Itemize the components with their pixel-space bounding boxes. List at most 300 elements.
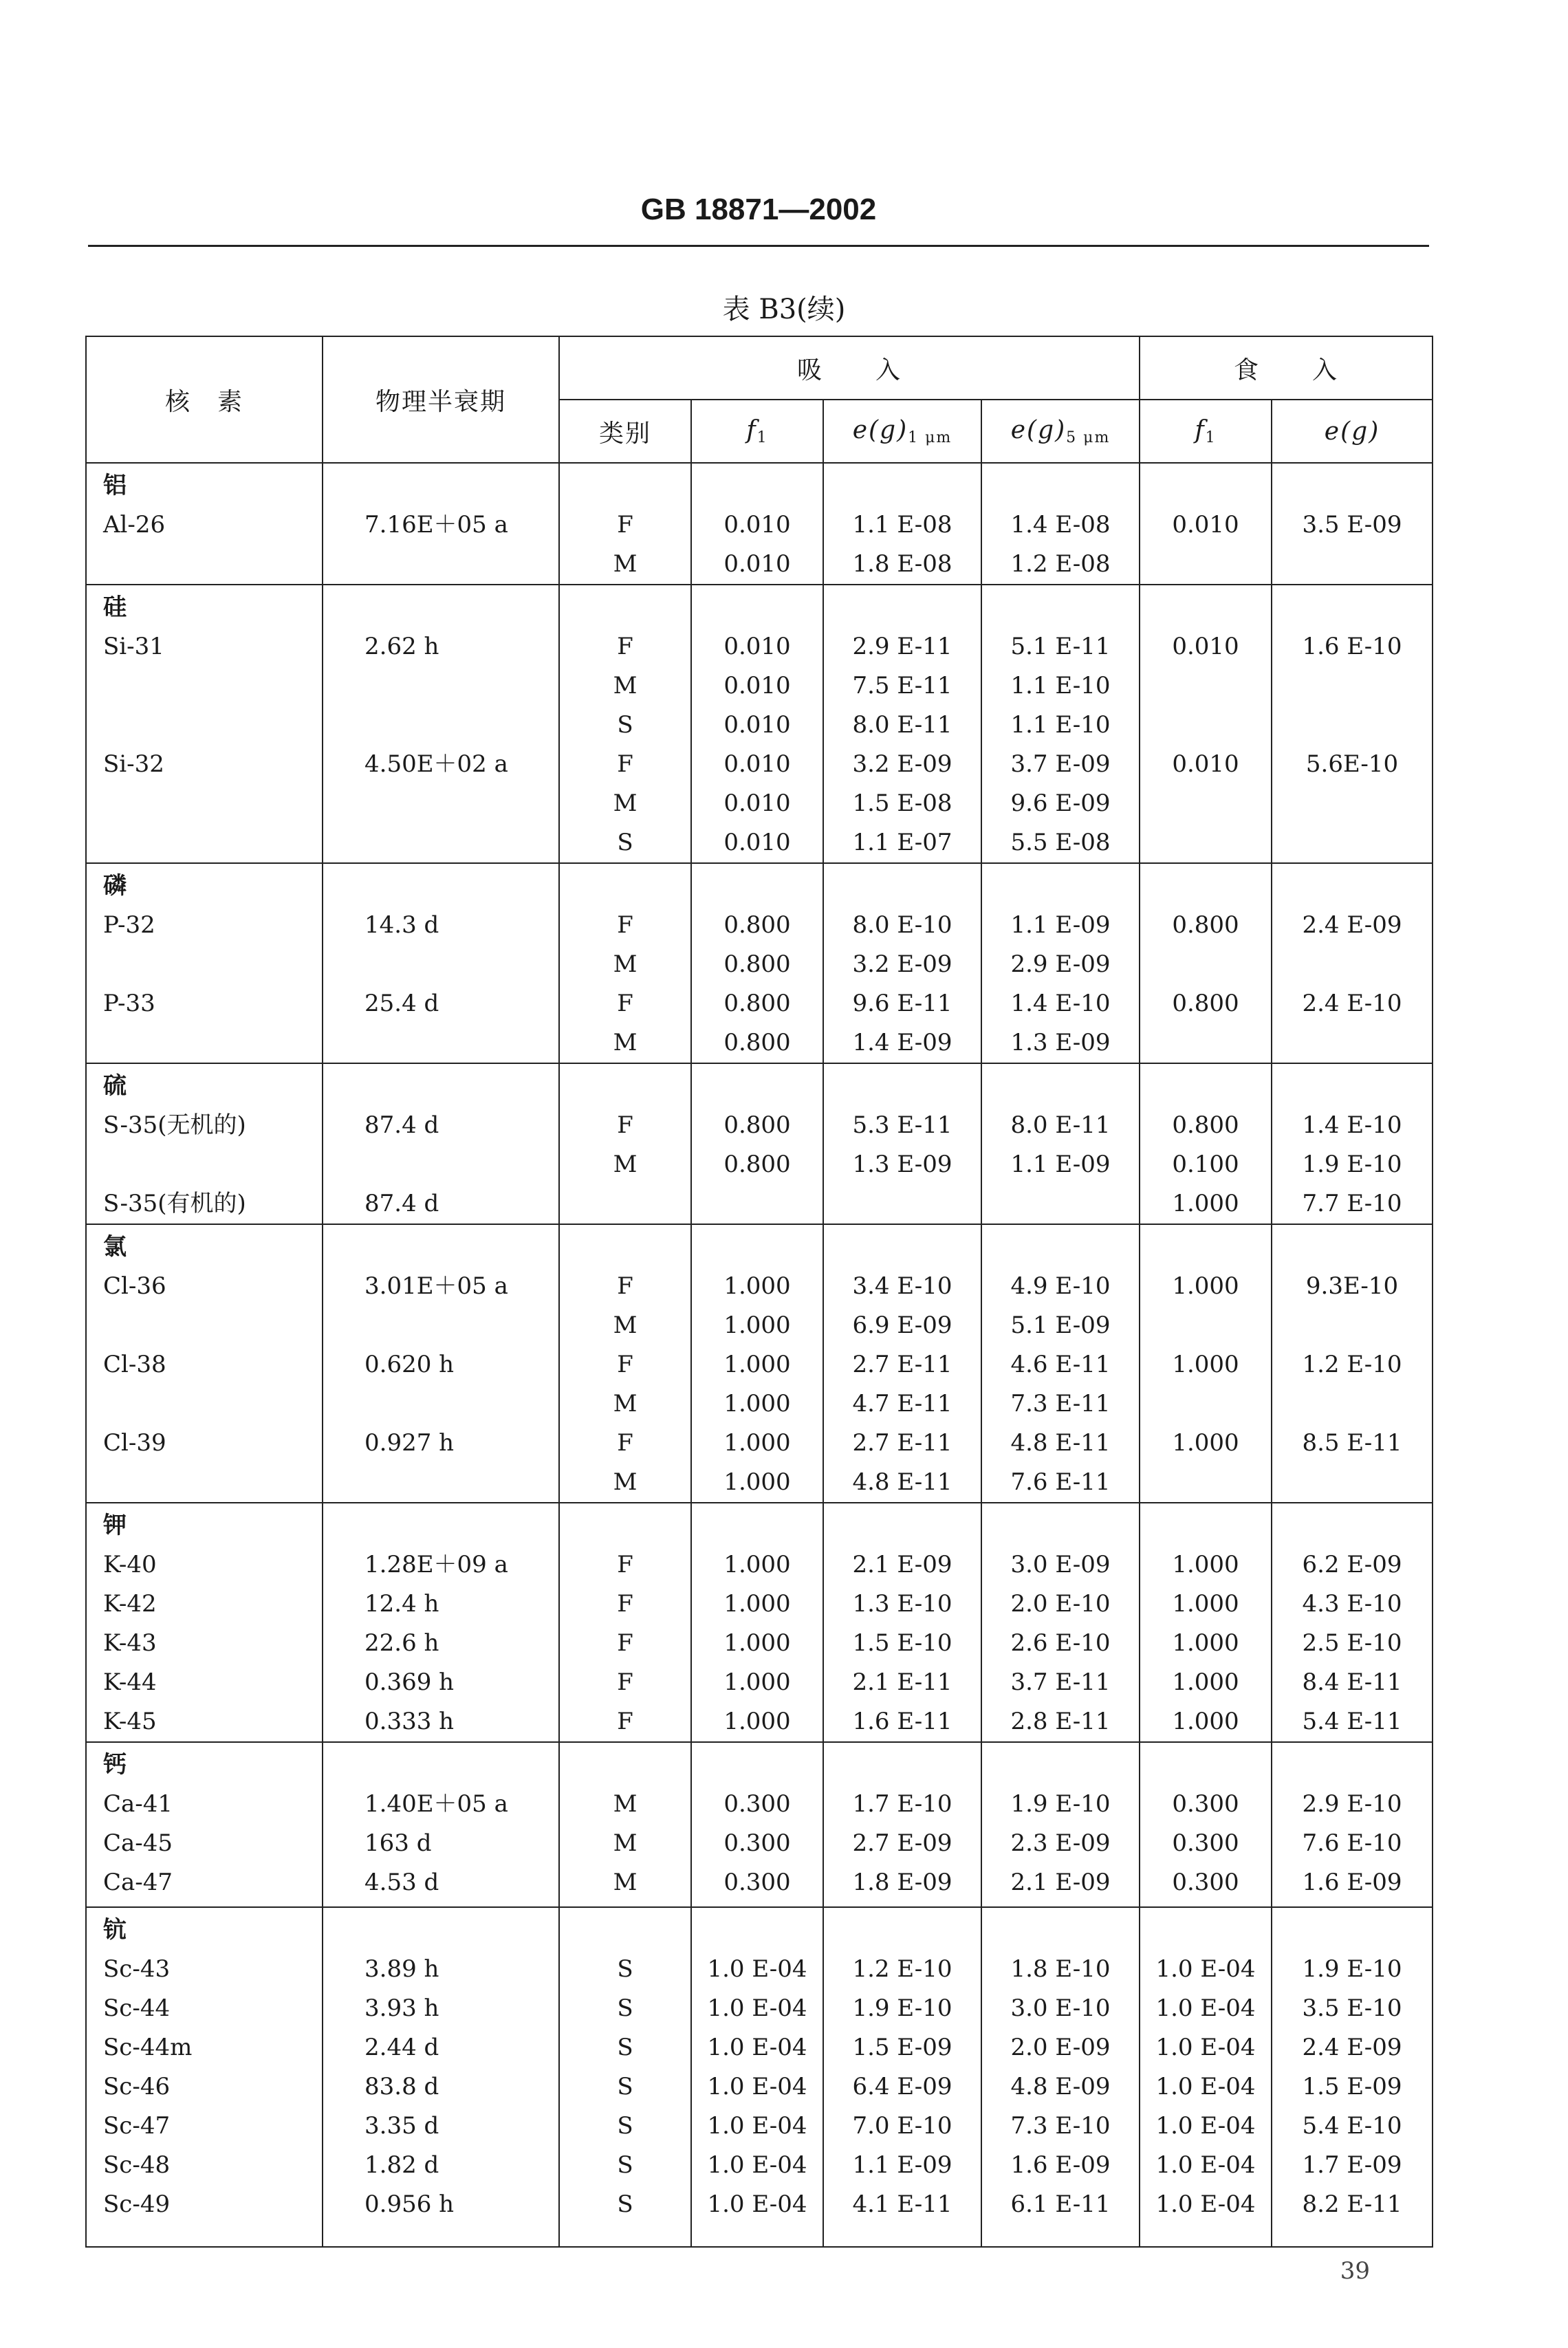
col-header-half-life: 物理半衰期 [323,336,559,463]
cell-value: 8.0 E-11 [852,711,952,739]
cell-value: 1.0 E-04 [1155,2073,1256,2100]
cell-value: M [613,1151,638,1178]
cell-value: 0.369 h [364,1668,455,1696]
cell-value: M [613,1869,638,1896]
e-5um-cell [981,1063,1140,1224]
half-life-cell-lines [323,864,558,1063]
e-1um-cell-lines [824,1908,981,2224]
cell-value: P-33 [103,990,155,1017]
cell-value: 1.8 E-09 [852,1869,952,1896]
cell-value: 2.7 E-11 [852,1351,952,1378]
e-5um-cell [981,585,1140,863]
spacer [692,1506,823,1545]
cell-value: S [617,2112,633,2140]
cell-value: 0.010 [723,511,791,539]
cell-value: 1.9 E-10 [1010,1790,1111,1818]
cell-value: 3.01E＋05 a [364,1272,508,1300]
cell-value: 1.4 E-10 [1302,1111,1402,1139]
cell-value [323,1463,558,1502]
cell-value: 1.1 E-08 [852,511,952,539]
cell-value: 1.000 [723,1551,791,1578]
cell-value: 1.8 E-10 [1010,1955,1111,1983]
cell-value: 0.100 [1172,1151,1239,1178]
f1-ingestion-cell-lines [1140,1225,1271,1502]
cell-value: Al-26 [103,511,166,539]
cell-value: 0.333 h [364,1708,455,1735]
f1-symbol: f [1195,416,1206,444]
f1-inhalation-cell-lines [692,1064,823,1224]
spacer [692,1067,823,1106]
cell-value: 1.000 [1172,1590,1239,1618]
cell-value: 1.0 E-04 [707,2073,807,2100]
spacer [1140,466,1271,506]
e-ingestion-cell-lines [1272,1225,1432,1502]
spacer [692,1911,823,1950]
e-5um-cell [981,463,1140,585]
category-cell-lines [560,1743,690,1902]
cell-value: 8.0 E-11 [1010,1111,1111,1139]
cell-value: 1.0 E-04 [707,2112,807,2140]
cell-value [1140,666,1271,706]
cell-value: K-44 [103,1668,157,1696]
cell-value: 1.0 E-04 [707,2151,807,2179]
cell-value [87,784,322,823]
category-cell-lines [560,864,690,1063]
spacer [560,1911,690,1950]
f1-ingestion-cell-lines [1140,1908,1271,2224]
half-life-cell [323,463,559,585]
cell-value: 5.4 E-10 [1302,2112,1402,2140]
f1-ingestion-cell-lines [1140,1503,1271,1741]
cell-value: 2.0 E-09 [1010,2034,1111,2061]
header-rule [88,245,1429,247]
cell-value: 8.0 E-10 [852,911,952,939]
category-cell-lines [560,585,690,862]
element-name: 硅 [103,594,127,621]
spacer [982,1911,1139,1950]
f1-ingestion-cell [1140,463,1272,585]
element-name: 氯 [103,1233,127,1261]
cell-value: M [613,1312,638,1339]
cell-value: 1.1 E-10 [1010,711,1111,739]
cell-value: 2.9 E-10 [1302,1790,1402,1818]
spacer [323,1067,558,1106]
cell-value: 7.5 E-11 [852,672,952,699]
cell-value: 1.000 [1172,1190,1239,1217]
cell-value: 87.4 d [364,1111,439,1139]
cell-value: F [617,1272,633,1300]
e-5um-cell-lines [982,864,1139,1063]
cell-value: M [613,1390,638,1417]
cell-value: 0.010 [723,550,791,578]
spacer [824,1067,981,1106]
element-group-row [86,1503,1433,1742]
cell-value: 4.7 E-11 [852,1390,952,1417]
e-1um-cell-lines [824,464,981,584]
category-cell-lines [560,1064,690,1224]
spacer [1272,1911,1432,1950]
spacer [982,1067,1139,1106]
e-5um-cell-lines [982,464,1139,584]
e-5um-cell-lines [982,1908,1139,2224]
cell-value: Sc-44 [103,1994,171,2022]
element-name: 钾 [103,1512,127,1539]
cell-value: 3.4 E-10 [852,1272,952,1300]
col-header-f1-inhalation [691,400,823,463]
cell-value: 2.1 E-11 [852,1668,952,1696]
cell-value: 1.6 E-09 [1010,2151,1111,2179]
table-caption: 表 B3(续) [722,294,846,325]
nuclide-cell [86,1063,323,1224]
cell-value [560,1184,690,1224]
cell-value: 1.1 E-09 [1010,911,1111,939]
category-cell [559,1224,691,1503]
cell-value: S [617,1955,633,1983]
cell-value: 87.4 d [364,1190,439,1217]
e-symbol: e(g) [1324,417,1380,446]
spacer [692,867,823,906]
cell-value: 2.3 E-09 [1010,1829,1111,1857]
spacer [560,1228,690,1267]
f1-inhalation-cell [691,1063,823,1224]
e-symbol: e(g) [1010,416,1067,444]
cell-value [323,823,558,862]
col-header-nuclide: 核 素 [86,336,323,463]
cell-value: 1.1 E-09 [852,2151,952,2179]
cell-value: 1.6 E-10 [1302,633,1402,660]
cell-value: F [617,1551,633,1578]
nuclide-cell [86,1742,323,1907]
cell-value: F [617,1429,633,1457]
cell-value [1140,545,1271,584]
cell-value [1272,1463,1432,1502]
e-ingestion-cell-lines [1272,864,1432,1063]
cell-value: 2.0 E-10 [1010,1590,1111,1618]
e-5um-cell [981,1224,1140,1503]
cell-value: K-43 [103,1629,157,1657]
half-life-cell [323,1063,559,1224]
cell-value: 163 d [364,1829,432,1857]
cell-value: 1.000 [723,1390,791,1417]
cell-value: 3.5 E-09 [1302,511,1402,539]
cell-value: 1.4 E-08 [1010,511,1111,539]
cell-value: M [613,1790,638,1818]
nuclide-cell-lines [87,1503,322,1741]
cell-value: 1.000 [1172,1708,1239,1735]
cell-value: S [617,2191,633,2218]
cell-value: 3.2 E-09 [852,750,952,778]
cell-value: S-35(无机的) [103,1111,246,1139]
category-cell [559,585,691,863]
cell-value: 0.300 [1172,1790,1239,1818]
cell-value: 2.4 E-10 [1302,990,1402,1017]
cell-value: 0.800 [723,1029,791,1056]
cell-value: S [617,2034,633,2061]
cell-value [1140,1384,1271,1424]
cell-value: K-42 [103,1590,157,1618]
cell-value: 3.0 E-10 [1010,1994,1111,2022]
cell-value: 1.0 E-04 [1155,2191,1256,2218]
cell-value: Cl-39 [103,1429,166,1457]
spacer [982,1746,1139,1785]
col-header-f1-ingestion [1140,400,1272,463]
cell-value: S [617,2073,633,2100]
cell-value: F [617,990,633,1017]
cell-value: 5.1 E-11 [1010,633,1111,660]
spacer [1140,1067,1271,1106]
cell-value: 0.800 [723,911,791,939]
cell-value: F [617,1590,633,1618]
cell-value: 1.000 [1172,1429,1239,1457]
cell-value: 1.2 E-08 [1010,550,1111,578]
spacer [824,1228,981,1267]
cell-value [1272,945,1432,984]
cell-value: 7.3 E-10 [1010,2112,1111,2140]
f1-symbol: f [746,416,757,444]
cell-value: 14.3 d [364,911,439,939]
element-group-row [86,863,1433,1063]
cell-value: 1.9 E-10 [1302,1955,1402,1983]
cell-value: Ca-45 [103,1829,173,1857]
spacer [1272,466,1432,506]
spacer [1272,1746,1432,1785]
cell-value: F [617,1111,633,1139]
nuclide-cell [86,585,323,863]
spacer [323,867,558,906]
cell-value: 2.1 E-09 [852,1551,952,1578]
spacer [692,1746,823,1785]
f1-ingestion-cell [1140,1063,1272,1224]
cell-value: 0.010 [723,790,791,817]
cell-value: 7.0 E-10 [852,2112,952,2140]
spacer [1140,1228,1271,1267]
cell-value: 7.6 E-11 [1010,1468,1111,1496]
spacer [692,466,823,506]
cell-value [1272,545,1432,584]
nuclide-cell-lines [87,1743,322,1902]
cell-value: M [613,1029,638,1056]
cell-value: 0.010 [723,750,791,778]
spacer [323,1228,558,1267]
cell-value: 0.800 [723,1151,791,1178]
cell-value: 83.8 d [364,2073,439,2100]
e-1um-cell-lines [824,585,981,862]
cell-value: 0.800 [1172,990,1239,1017]
element-group-row [86,463,1433,585]
spacer [560,588,690,627]
e-5um-cell-lines [982,585,1139,862]
cell-value [323,945,558,984]
half-life-cell-lines [323,1743,558,1902]
cell-value [323,784,558,823]
cell-value: 0.620 h [364,1351,455,1378]
cell-value: 1.8 E-08 [852,550,952,578]
cell-value: 1.7 E-10 [852,1790,952,1818]
nuclide-cell [86,1907,323,2247]
cell-value: 1.000 [723,1272,791,1300]
element-group-row [86,1224,1433,1503]
e-1um-subscript: 1 μm [908,429,952,446]
e-1um-cell [823,585,981,863]
category-cell [559,463,691,585]
cell-value [692,1184,823,1224]
cell-value [87,1023,322,1063]
spacer [824,1506,981,1545]
f1-ingestion-cell-lines [1140,1064,1271,1224]
half-life-cell-lines [323,585,558,862]
e-1um-cell [823,1063,981,1224]
cell-value: 1.82 d [364,2151,439,2179]
e-ingestion-cell [1272,463,1433,585]
cell-value: F [617,1668,633,1696]
cell-value [87,1145,322,1184]
cell-value: 2.4 E-09 [1302,911,1402,939]
cell-value: Sc-47 [103,2112,171,2140]
cell-value: 5.6E-10 [1305,750,1399,778]
e-5um-cell [981,1907,1140,2247]
spacer [1140,1746,1271,1785]
cell-value: S-35(有机的) [103,1190,246,1217]
cell-value: 1.000 [723,1590,791,1618]
cell-value: 0.010 [1172,633,1239,660]
cell-value: 1.9 E-10 [852,1994,952,2022]
cell-value: F [617,633,633,660]
e-1um-cell-lines [824,1503,981,1741]
nuclide-cell-lines [87,464,322,584]
cell-value [1272,823,1432,862]
cell-value: 1.0 E-04 [707,2191,807,2218]
nuclide-cell [86,863,323,1063]
spacer [692,1228,823,1267]
cell-value: 6.1 E-11 [1010,2191,1111,2218]
cell-value: 0.300 [723,1869,791,1896]
nuclide-cell [86,463,323,585]
cell-value: 6.2 E-09 [1302,1551,1402,1578]
cell-value: Cl-36 [103,1272,166,1300]
cell-value: 6.9 E-09 [852,1312,952,1339]
cell-value: P-32 [103,911,155,939]
cell-value: 0.800 [1172,911,1239,939]
cell-value: 0.800 [723,990,791,1017]
cell-value: 4.8 E-09 [1010,2073,1111,2100]
f1-inhalation-cell-lines [692,585,823,862]
cell-value [87,823,322,862]
cell-value: 0.010 [723,672,791,699]
e-ingestion-cell-lines [1272,1743,1432,1902]
dose-coefficient-table [85,336,1433,2248]
cell-value: Sc-43 [103,1955,171,1983]
cell-value [87,545,322,584]
col-header-inhalation: 吸 入 [559,336,1140,400]
spacer [982,588,1139,627]
cell-value: 1.0 E-04 [1155,1955,1256,1983]
cell-value: 0.927 h [364,1429,455,1457]
category-cell [559,1907,691,2247]
cell-value: 2.9 E-11 [852,633,952,660]
cell-value: 1.0 E-04 [1155,2034,1256,2061]
cell-value: 8.5 E-11 [1302,1429,1402,1457]
cell-value: 0.010 [1172,511,1239,539]
cell-value [1272,706,1432,745]
e-5um-cell [981,863,1140,1063]
cell-value: 1.000 [723,1429,791,1457]
cell-value: 5.3 E-11 [852,1111,952,1139]
cell-value [323,706,558,745]
cell-value: Si-32 [103,750,164,778]
cell-value [1272,1023,1432,1063]
cell-value: 1.1 E-09 [1010,1151,1111,1178]
f1-inhalation-cell [691,1503,823,1742]
cell-value [323,666,558,706]
f1-inhalation-cell-lines [692,464,823,584]
e-ingestion-cell-lines [1272,585,1432,862]
e-1um-cell-lines [824,1064,981,1224]
cell-value [1140,1306,1271,1345]
cell-value: 0.010 [723,633,791,660]
cell-value: 1.6 E-09 [1302,1869,1402,1896]
e-1um-cell [823,463,981,585]
cell-value: 1.5 E-09 [1302,2073,1402,2100]
cell-value: 1.4 E-09 [852,1029,952,1056]
spacer [560,867,690,906]
e-ingestion-cell [1272,1907,1433,2247]
category-cell-lines [560,1908,690,2224]
f1-inhalation-cell [691,863,823,1063]
e-ingestion-cell-lines [1272,1908,1432,2224]
cell-value: 6.4 E-09 [852,2073,952,2100]
cell-value: 3.89 h [364,1955,439,1983]
e-ingestion-cell [1272,585,1433,863]
half-life-cell-lines [323,1908,558,2224]
spacer [323,1506,558,1545]
half-life-cell-lines [323,1503,558,1741]
cell-value: 1.000 [1172,1351,1239,1378]
cell-value: 4.53 d [364,1869,439,1896]
e-ingestion-cell [1272,1742,1433,1907]
spacer [692,588,823,627]
cell-value: Ca-41 [103,1790,173,1818]
e-5um-cell-lines [982,1064,1139,1224]
spacer [560,466,690,506]
f1-ingestion-cell [1140,1224,1272,1503]
cell-value: 1.5 E-08 [852,790,952,817]
cell-value: 1.000 [1172,1629,1239,1657]
cell-value: 7.16E＋05 a [364,511,508,539]
spacer [982,466,1139,506]
f1-inhalation-cell-lines [692,1225,823,1502]
cell-value [1272,1384,1432,1424]
cell-value: 2.7 E-09 [852,1829,952,1857]
cell-value: 9.3E-10 [1305,1272,1399,1300]
e-5um-cell [981,1503,1140,1742]
cell-value [1140,1023,1271,1063]
f1-ingestion-cell [1140,863,1272,1063]
element-name: 钪 [103,1916,127,1944]
spacer [824,1911,981,1950]
cell-value: 1.0 E-04 [707,1955,807,1983]
spacer [824,588,981,627]
spacer [1140,867,1271,906]
cell-value: 1.5 E-10 [852,1629,952,1657]
cell-value: 1.0 E-04 [1155,2112,1256,2140]
e-ingestion-cell [1272,1224,1433,1503]
e-ingestion-cell-lines [1272,1064,1432,1224]
f1-inhalation-cell-lines [692,864,823,1063]
nuclide-cell-lines [87,864,322,1063]
cell-value: 1.3 E-09 [1010,1029,1111,1056]
spacer [323,588,558,627]
cell-value: 0.800 [1172,1111,1239,1139]
